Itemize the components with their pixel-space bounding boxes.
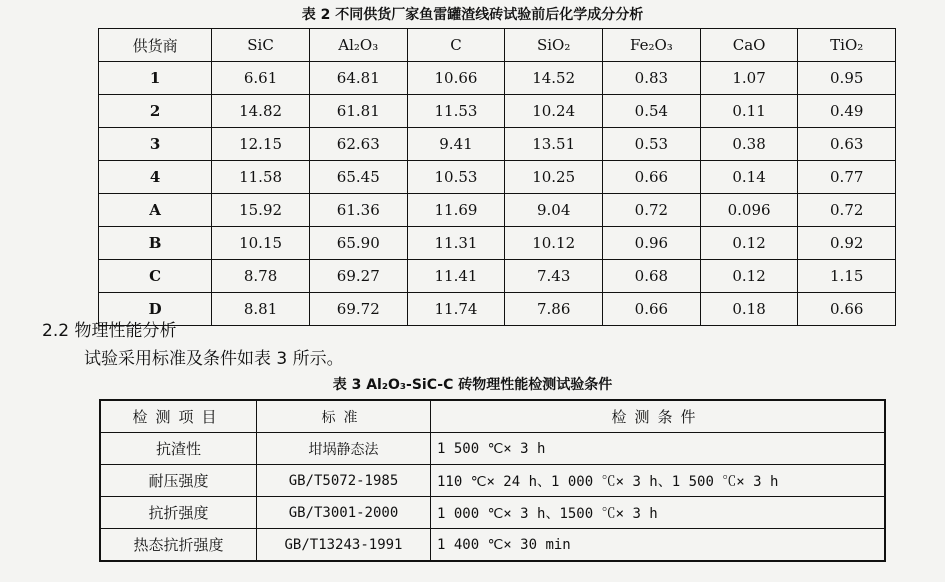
value-cell: 15.92	[212, 194, 310, 227]
section-heading: 2.2 物理性能分析	[42, 321, 177, 341]
value-cell: 0.38	[700, 128, 798, 161]
value-cell: 1.15	[798, 260, 896, 293]
table-header-row	[100, 400, 885, 433]
value-cell: 65.90	[309, 227, 407, 260]
condition-cell: 1 000 ℃× 3 h、1500 ℃× 3 h	[431, 497, 886, 529]
test-item-cell: 抗渣性	[100, 433, 257, 465]
table-row	[100, 497, 885, 529]
value-cell: 10.12	[505, 227, 603, 260]
supplier-cell: 2	[99, 95, 212, 128]
column-header: 检测项目	[100, 400, 257, 433]
column-header: 检测条件	[431, 400, 886, 433]
value-cell: 0.66	[603, 293, 701, 326]
value-cell: 0.66	[798, 293, 896, 326]
table-row	[99, 293, 896, 326]
value-cell: 0.12	[700, 227, 798, 260]
value-cell: 8.78	[212, 260, 310, 293]
value-cell: 0.83	[603, 62, 701, 95]
value-cell: 64.81	[309, 62, 407, 95]
column-header: SiC	[212, 29, 310, 62]
column-header: C	[407, 29, 505, 62]
value-cell: 0.54	[603, 95, 701, 128]
supplier-cell: B	[99, 227, 212, 260]
standard-cell: 坩埚静态法	[257, 433, 431, 465]
value-cell: 11.69	[407, 194, 505, 227]
value-cell: 11.74	[407, 293, 505, 326]
table-row	[99, 161, 896, 194]
value-cell: 0.66	[603, 161, 701, 194]
table-row	[99, 227, 896, 260]
value-cell: 7.86	[505, 293, 603, 326]
supplier-cell: 4	[99, 161, 212, 194]
supplier-cell: A	[99, 194, 212, 227]
column-header: Fe₂O₃	[603, 29, 701, 62]
test-item-cell: 抗折强度	[100, 497, 257, 529]
value-cell: 9.04	[505, 194, 603, 227]
column-header: Al₂O₃	[309, 29, 407, 62]
column-header: 标准	[257, 400, 431, 433]
value-cell: 7.43	[505, 260, 603, 293]
value-cell: 0.72	[603, 194, 701, 227]
column-header: TiO₂	[798, 29, 896, 62]
value-cell: 62.63	[309, 128, 407, 161]
supplier-cell: 1	[99, 62, 212, 95]
condition-cell: 1 500 ℃× 3 h	[431, 433, 886, 465]
value-cell: 65.45	[309, 161, 407, 194]
value-cell: 6.61	[212, 62, 310, 95]
condition-cell: 1 400 ℃× 30 min	[431, 529, 886, 562]
test-item-cell: 耐压强度	[100, 465, 257, 497]
value-cell: 11.58	[212, 161, 310, 194]
value-cell: 0.72	[798, 194, 896, 227]
test-conditions-table	[99, 399, 886, 562]
value-cell: 0.11	[700, 95, 798, 128]
value-cell: 8.81	[212, 293, 310, 326]
value-cell: 10.24	[505, 95, 603, 128]
value-cell: 0.63	[798, 128, 896, 161]
value-cell: 10.25	[505, 161, 603, 194]
value-cell: 0.95	[798, 62, 896, 95]
value-cell: 0.12	[700, 260, 798, 293]
table-row	[99, 62, 896, 95]
value-cell: 11.41	[407, 260, 505, 293]
value-cell: 14.52	[505, 62, 603, 95]
value-cell: 0.49	[798, 95, 896, 128]
value-cell: 0.18	[700, 293, 798, 326]
supplier-cell: 3	[99, 128, 212, 161]
chemical-composition-table	[98, 28, 896, 326]
value-cell: 0.92	[798, 227, 896, 260]
condition-cell: 110 ℃× 24 h、1 000 ℃× 3 h、1 500 ℃× 3 h	[431, 465, 886, 497]
test-item-cell: 热态抗折强度	[100, 529, 257, 562]
value-cell: 61.81	[309, 95, 407, 128]
value-cell: 0.096	[700, 194, 798, 227]
value-cell: 11.31	[407, 227, 505, 260]
value-cell: 9.41	[407, 128, 505, 161]
table-row	[99, 260, 896, 293]
supplier-cell: C	[99, 260, 212, 293]
value-cell: 12.15	[212, 128, 310, 161]
section-paragraph: 试验采用标准及条件如表 3 所示。	[84, 349, 344, 369]
value-cell: 1.07	[700, 62, 798, 95]
value-cell: 11.53	[407, 95, 505, 128]
table-header-row	[99, 29, 896, 62]
value-cell: 69.72	[309, 293, 407, 326]
value-cell: 0.77	[798, 161, 896, 194]
value-cell: 10.15	[212, 227, 310, 260]
table-row	[100, 529, 885, 562]
value-cell: 0.96	[603, 227, 701, 260]
column-header: SiO₂	[505, 29, 603, 62]
table-row	[100, 465, 885, 497]
value-cell: 0.14	[700, 161, 798, 194]
table-row	[100, 433, 885, 465]
table-row	[99, 95, 896, 128]
standard-cell: GB/T13243-1991	[257, 529, 431, 562]
value-cell: 69.27	[309, 260, 407, 293]
value-cell: 10.66	[407, 62, 505, 95]
standard-cell: GB/T5072-1985	[257, 465, 431, 497]
table3-caption: 表 3 Al₂O₃-SiC-C 砖物理性能检测试验条件	[332, 377, 613, 393]
table-row	[99, 128, 896, 161]
standard-cell: GB/T3001-2000	[257, 497, 431, 529]
value-cell: 10.53	[407, 161, 505, 194]
value-cell: 0.68	[603, 260, 701, 293]
value-cell: 13.51	[505, 128, 603, 161]
table2-caption: 表 2 不同供货厂家鱼雷罐渣线砖试验前后化学成分分析	[301, 7, 644, 23]
value-cell: 61.36	[309, 194, 407, 227]
value-cell: 0.53	[603, 128, 701, 161]
supplier-cell: D	[99, 293, 212, 326]
column-header: CaO	[700, 29, 798, 62]
column-header: 供货商	[99, 29, 212, 62]
table-row	[99, 194, 896, 227]
value-cell: 14.82	[212, 95, 310, 128]
